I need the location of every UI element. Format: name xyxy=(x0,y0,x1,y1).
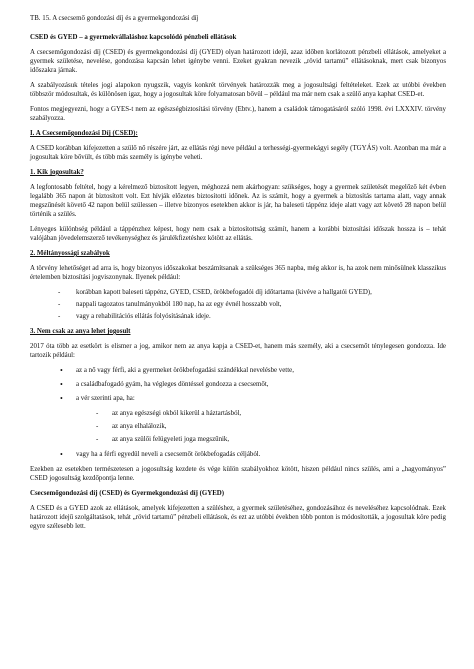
document-title: CSED és GYED – a gyermekvállaláshoz kapcsolódó pénzbeli ellátások xyxy=(30,34,237,41)
subsection-2-paragraph: A törvény lehetőséget ad arra is, hogy bizonyos időszakokat beszámítsanak a szükséges 365 napba, még akkor is, ha azok nem minősülnek klasszikus értelemben biztosítási jogviszonynak. Ilyenek például: xyxy=(30,265,446,281)
list-item: • a vér szerinti apa, ha: xyxy=(30,394,446,403)
intro-paragraph-1: A csecsemőgondozási díj (CSED) és gyermekgondozási díj (GYED) olyan határozott idejű, azaz időben korlátozott pénzbeli ellátások, amelyeket a gyermek születése, nevelése, gondozása kapcsán lehet igénybe venni. Ezeket gyakran nevezik „rövid tartamú” ellátásoknak, mert csak bizonyos időszakra járnak. xyxy=(30,49,446,74)
list-item: - az anya elhalálozik, xyxy=(30,422,446,431)
subsection-1-paragraph-1: A legfontosabb feltétel, hogy a kérelmező biztosított legyen, méghozzá nem akárhogyan: szükséges, hogy a gyermek születését megelőző két évben legalább 365 napon át biztosított volt. Ezt hívják előzetes biztosítotti időnek. Az is számít, hogy a gyermek a biztosítás tartama alatt, vagy annak megszűnését követő 42 napon belül szülessen – illetve bizonyos esetekben akkor is jár, ha baleseti táppénz ideje alatt vagy azt követő 28 napon belül történik a szülés. xyxy=(30,184,446,218)
list-item: • az a nő vagy férfi, aki a gyermeket örökbefogadási szándékkal nevelésbe vette, xyxy=(30,366,446,375)
subsection-3-closing-paragraph: Ezekben az esetekben természetesen a jogosultság kezdete és vége külön szabályokhoz kötött, hiszen például nincs szülés, ami a „hagyományos” CSED jogosultság kezdőpontja lenne. xyxy=(30,466,446,482)
section-2-heading: Csecsemőgondozási díj (CSED) és Gyermekgondozási díj (GYED) xyxy=(30,490,225,497)
eligible-persons-list-continued xyxy=(30,450,446,459)
list-item: - nappali tagozatos tanulmányokból 180 nap, ha az egy évnél hosszabb volt, xyxy=(30,300,446,309)
subsection-2-heading: 2. Méltányossági szabályok xyxy=(30,250,110,257)
intro-paragraph-3: Fontos megjegyezni, hogy a GYES-t nem az egészségbiztosítási törvény (Ebtv.), hanem a családok támogatásáról szóló 1998. évi LXXXIV. törvény szabályozza. xyxy=(30,106,446,122)
eligible-persons-list xyxy=(30,366,446,403)
subsection-1-paragraph-2: Lényeges különbség például a táppénzhez képest, hogy nem csak a biztosítottság számít, hanem a korábbi biztosítási időszak hossza is – tehát valójában jövedelemszerző tevékenységhez és járulékfizetéshez kötött az ellátás. xyxy=(30,226,446,242)
list-item: - vagy a rehabilitációs ellátás folyósításának ideje. xyxy=(30,312,446,321)
subsection-1-heading: 1. Kik jogosultak? xyxy=(30,169,84,176)
list-item: - az anya egészségi okból kikerül a háztartásból, xyxy=(30,409,446,418)
subsection-3-heading: 3. Nem csak az anya lehet jogosult xyxy=(30,328,131,335)
list-item: • a családbafogadó gyám, ha végleges döntéssel gondozza a csecsemőt, xyxy=(30,380,446,389)
list-item: - korábban kapott baleseti táppénz, GYED, CSED, örökbefogadói díj időtartama (kivéve a hallgatói GYED), xyxy=(30,288,446,297)
equity-rules-list xyxy=(30,288,446,321)
intro-paragraph-2: A szabályozásuk tételes jogi alapokon nyugszik, vagyis konkrét törvények határozzák meg a jogosultsági feltételeket. Ezek az utóbbi években többször módosultak, és különösen igaz, hogy a jogosultak köre folyamatosan bővül – például ma már nem csak a szülő anya kaphat CSED-et. xyxy=(30,82,446,98)
section-2-paragraph: A CSED és a GYED azok az ellátások, amelyek kifejezetten a szüléshez, a gyermek születéséhez, gondozásához és neveléséhez kapcsolódnak. Ezek határozott idejű szolgáltatások, tehát „rövid tartamú” pénzbeli ellátások, és ezt az utóbbi években több ponton is módosították, a jogosultak köre pedig egyre szélesebb lett. xyxy=(30,505,446,530)
document-header: TB. 15. A csecsemő gondozási díj és a gyermekgondozási díj xyxy=(30,15,199,22)
father-conditions-list xyxy=(30,409,446,444)
section-1-paragraph: A CSED korábban kifejezetten a szülő nő részére járt, az ellátás régi neve például a terhességi-gyermekágyi segély (TGYÁS) volt. Azonban ma már a jogosultak köre bővült, és több más személy is igénybe veheti. xyxy=(30,145,446,161)
section-1-heading: I. A Csecsemőgondozási Díj (CSED): xyxy=(30,130,138,137)
subsection-3-paragraph: 2017 óta több az esetkört is elismer a jog, amikor nem az anya kapja a CSED-et, hanem más személy, aki a csecsemőt ténylegesen gondozza. Ide tartozik például: xyxy=(30,343,446,359)
list-item: • vagy ha a férfi egyedül neveli a csecsemőt örökbefogadás céljából. xyxy=(30,450,446,459)
list-item: - az anya szülői felügyeleti joga megszűnik, xyxy=(30,435,446,444)
